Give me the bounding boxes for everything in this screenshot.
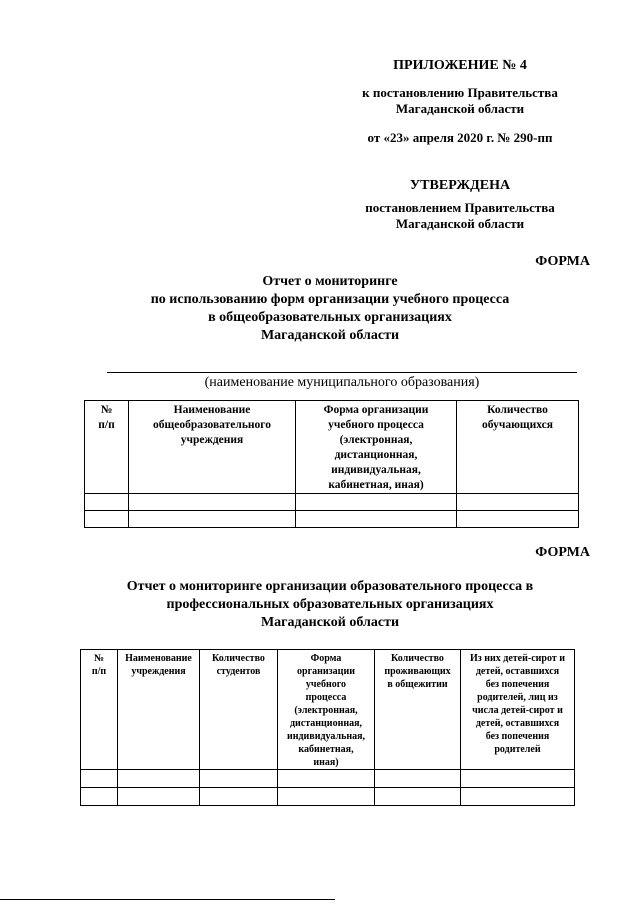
table-cell[interactable] <box>81 788 118 806</box>
table-cell[interactable] <box>85 511 129 528</box>
form-2-title <box>80 578 580 632</box>
col-learning-form-header <box>296 401 457 494</box>
table-cell[interactable] <box>129 494 296 511</box>
col-learning-form-header <box>278 650 375 770</box>
header-text: организации <box>297 666 355 677</box>
table-cell[interactable] <box>457 511 579 528</box>
table-row <box>81 788 575 806</box>
municipality-caption: (наименование муниципального образования) <box>204 375 480 390</box>
form-1-title-line: по использованию форм организации учебного процесса <box>150 292 510 307</box>
header-text: детей, оставшихся <box>475 718 560 729</box>
col-students-count-header <box>200 650 278 770</box>
table-cell[interactable] <box>129 511 296 528</box>
col-school-name-header <box>129 401 296 494</box>
header-text: кабинетная, иная) <box>328 479 424 491</box>
form-1-title-line: Магаданской области <box>260 328 400 343</box>
table-cell[interactable] <box>461 770 575 788</box>
header-text: (электронная, <box>339 434 413 446</box>
header-text: Количество <box>391 653 444 664</box>
header-text: учебного процесса <box>328 419 424 431</box>
header-text: студентов <box>216 666 261 677</box>
form-2-label: ФОРМА <box>535 545 590 560</box>
table-cell[interactable] <box>200 788 278 806</box>
form-1-title-line: в общеобразовательных организациях <box>208 310 452 325</box>
table-cell[interactable] <box>118 788 200 806</box>
header-text: № <box>93 653 105 664</box>
decree-line-1: к постановлению Правительства <box>362 85 558 100</box>
form-1-label: ФОРМА <box>535 254 590 269</box>
table-row <box>85 511 579 528</box>
form-1-title <box>110 273 550 345</box>
table-cell[interactable] <box>81 770 118 788</box>
form-2-title-line: Отчет о мониторинге организации образовательного процесса в <box>126 579 534 594</box>
table-cell[interactable] <box>85 494 129 511</box>
form-2-table <box>80 649 575 806</box>
header-text: дистанционная, <box>289 718 362 729</box>
table-row <box>85 494 579 511</box>
decree-line-2: Магаданской области <box>395 101 525 116</box>
table-header-row <box>85 401 579 494</box>
decree-date: от «23» апреля 2020 г. № 290-пп <box>367 130 553 145</box>
header-text: Форма <box>310 653 342 664</box>
header-text: Количество <box>212 653 265 664</box>
header-text: без попечения <box>485 679 550 690</box>
header-text: родителей, лиц из <box>477 692 558 703</box>
col-students-count-header <box>457 401 579 494</box>
form-2-title-line: профессиональных образовательных организациях <box>166 597 494 612</box>
approval-title: УТВЕРЖДЕНА <box>409 178 511 193</box>
approval-line-2: Магаданской области <box>395 216 525 231</box>
appendix-number: ПРИЛОЖЕНИЕ № 4 <box>393 58 527 73</box>
header-text: индивидуальная, <box>286 731 366 742</box>
header-text: кабинетная, <box>298 744 354 755</box>
header-text: учреждения <box>180 434 244 446</box>
municipality-underline <box>107 372 577 373</box>
header-text: дистанционная, <box>334 449 418 461</box>
header-text: процесса <box>305 692 347 703</box>
header-text: иная) <box>313 757 339 768</box>
header-text: Наименование <box>173 404 251 416</box>
table-cell[interactable] <box>457 494 579 511</box>
table-row <box>81 770 575 788</box>
table-header-row <box>81 650 575 770</box>
col-number-header <box>81 650 118 770</box>
col-orphans-header <box>461 650 575 770</box>
table-cell[interactable] <box>375 788 461 806</box>
footer-divider <box>0 899 335 900</box>
header-text: детей, оставшихся <box>475 666 560 677</box>
table-cell[interactable] <box>375 770 461 788</box>
header-text: числа детей-сирот и <box>472 705 563 716</box>
header-text: в общежитии <box>387 679 448 690</box>
header-text: учебного <box>305 679 347 690</box>
header-text: № <box>100 404 113 416</box>
header-text: индивидуальная, <box>331 464 421 476</box>
col-institution-name-header <box>118 650 200 770</box>
header-text: (электронная, <box>294 705 358 716</box>
header-text: родителей <box>494 744 541 755</box>
header-text: Форма организации <box>323 404 429 416</box>
table-cell[interactable] <box>118 770 200 788</box>
col-number-header <box>85 401 129 494</box>
header-text: проживающих <box>384 666 451 677</box>
table-cell[interactable] <box>200 770 278 788</box>
table-cell[interactable] <box>296 494 457 511</box>
table-cell[interactable] <box>278 770 375 788</box>
table-cell[interactable] <box>461 788 575 806</box>
form-1-table <box>84 400 579 528</box>
decree-reference <box>300 85 620 117</box>
table-cell[interactable] <box>296 511 457 528</box>
header-text: Количество <box>487 404 548 416</box>
approval-line-1: постановлением Правительства <box>365 200 555 215</box>
header-text: Из них детей-сирот и <box>469 653 566 664</box>
header-text: учреждения <box>131 666 186 677</box>
col-dormitory-header <box>375 650 461 770</box>
header-text: п/п <box>98 419 115 431</box>
header-text: общеобразовательного <box>153 419 271 431</box>
form-1-title-line: Отчет о мониторинге <box>262 274 398 289</box>
header-text: без попечения <box>485 731 550 742</box>
header-text: Наименование <box>125 653 192 664</box>
form-2-title-line: Магаданской области <box>260 615 400 630</box>
header-text: обучающихся <box>482 419 553 431</box>
approval-body <box>300 200 620 232</box>
header-text: п/п <box>91 666 107 677</box>
table-cell[interactable] <box>278 788 375 806</box>
